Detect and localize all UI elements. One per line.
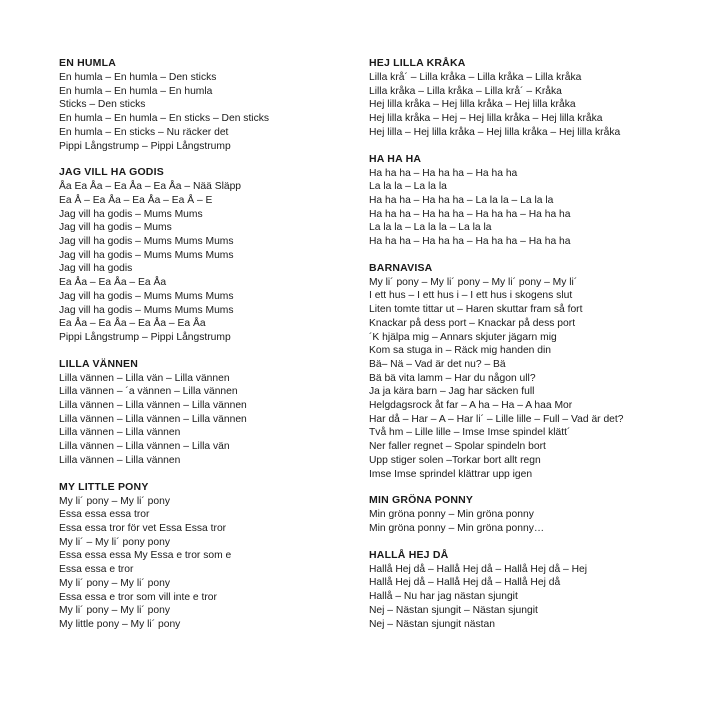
song-title: LILLA VÄNNEN — [59, 357, 139, 370]
lyric-line: Hallå Hej då – Hallå Hej då – Hallå Hej då — [369, 577, 561, 589]
lyric-line: Hej lilla – Hej lilla kråka – Hej lilla kråka – Hej lilla kråka — [369, 126, 621, 138]
lyric-line: Ea Åa – Ea Åa – Ea Åa – Ea Åa — [59, 318, 206, 330]
lyric-line: Essa essa essa tror — [59, 509, 150, 521]
lyric-line: Jag vill ha godis – Mums Mums Mums — [59, 249, 234, 261]
lyric-line: Ha ha ha – Ha ha ha – Ha ha ha – Ha ha ha — [369, 208, 571, 220]
right-column — [369, 57, 679, 644]
lyric-line: My li´ pony – My li´ pony — [59, 605, 171, 617]
song-block — [59, 358, 349, 468]
lyric-line: Lilla vännen – Lilla vännen — [59, 454, 181, 466]
lyric-line: My li´ pony – My li´ pony – My li´ pony – My li´ — [369, 276, 578, 288]
lyric-line: Knackar på dess port – Knackar på dess port — [369, 317, 576, 329]
song-title: HEJ LILLA KRÅKA — [369, 57, 466, 69]
lyric-line: Två hm – Lille lille – Imse Imse spindel klätt´ — [369, 427, 571, 439]
lyric-line: Lilla kråka – Lilla kråka – Lilla krå´ – Kråka — [369, 85, 562, 97]
song-block — [59, 57, 349, 153]
lyric-line: Hallå Hej då – Hallå Hej då – Hallå Hej då – Hej — [369, 563, 588, 575]
lyric-line: Ha ha ha – Ha ha ha – Ha ha ha – Ha ha ha — [369, 236, 571, 248]
lyric-line: La la la – La la la — [369, 181, 447, 193]
lyric-line: Hej lilla kråka – Hej lilla kråka – Hej lilla kråka — [369, 99, 576, 111]
lyric-line: Bä– Nä – Vad är det nu? – Bä — [369, 358, 506, 370]
lyric-line: Sticks – Den sticks — [59, 99, 146, 111]
lyric-line: Hej lilla kråka – Hej – Hej lilla kråka – Hej lilla kråka — [369, 113, 603, 125]
lyric-line: Lilla vännen – ´a vännen – Lilla vännen — [59, 386, 238, 398]
song-title: MY LITTLE PONY — [59, 480, 149, 493]
lyric-line: Min gröna ponny – Min gröna ponny… — [369, 522, 545, 534]
lyric-line: En humla – En humla – Den sticks — [59, 72, 217, 83]
lyric-line: Ha ha ha – Ha ha ha – Ha ha ha — [369, 167, 518, 179]
lyric-line: Lilla vännen – Lilla vän – Lilla vännen — [59, 372, 230, 384]
lyric-line: Liten tomte tittar ut – Haren skuttar fram så fort — [369, 304, 583, 316]
lyric-line: Kom sa stuga in – Räck mig handen din — [369, 345, 552, 357]
lyric-line: Lilla vännen – Lilla vännen – Lilla vännen — [59, 413, 247, 425]
lyric-line: Pippi Långstrump – Pippi Långstrump — [59, 140, 231, 152]
lyric-line: Nej – Nästan sjungit nästan — [369, 618, 495, 630]
song-title: JAG VILL HA GODIS — [59, 166, 164, 179]
lyric-line: My little pony – My li´ pony — [59, 618, 181, 630]
lyric-line: Essa essa e tror — [59, 564, 134, 576]
lyric-line: Ea Åa – Ea Åa – Ea Åa — [59, 277, 167, 289]
lyric-line: Jag vill ha godis – Mums Mums Mums — [59, 304, 234, 316]
lyric-line: Ea Å – Ea Åa – Ea Åa – Ea Å – E — [59, 194, 213, 206]
lyric-line: En humla – En sticks – Nu räcker det — [59, 126, 229, 138]
lyric-line: Lilla vännen – Lilla vännen – Lilla vän — [59, 441, 230, 453]
lyric-line: La la la – La la la – La la la — [369, 222, 492, 234]
song-block — [59, 481, 349, 632]
song-title: HALLÅ HEJ DÅ — [369, 548, 449, 561]
lyric-line: Lilla vännen – Lilla vännen — [59, 427, 181, 439]
lyric-line: Helgdagsrock åt far – A ha – Ha – A haa Mor — [369, 400, 573, 412]
lyric-line: Upp stiger solen –Torkar bort allt regn — [369, 454, 541, 466]
lyric-line: Lilla krå´ – Lilla kråka – Lilla kråka – Lilla kråka — [369, 72, 582, 83]
lyric-line: Jag vill ha godis — [59, 263, 133, 275]
lyric-line: ´K hjälpa mig – Annars skjuter jägarn mig — [369, 331, 557, 343]
lyric-line: Ja ja kära barn – Jag har säcken full — [369, 386, 535, 398]
lyric-line: Jag vill ha godis – Mums Mums Mums — [59, 290, 234, 302]
left-column — [59, 57, 349, 645]
lyric-line: En humla – En humla – En humla — [59, 85, 213, 97]
song-block — [369, 262, 679, 482]
song-title: BARNAVISA — [369, 261, 433, 274]
song-block — [59, 166, 349, 344]
song-title: HA HA HA — [369, 152, 422, 165]
lyric-line: My li´ – My li´ pony pony — [59, 536, 171, 548]
lyric-line: Har då – Har – A – Har li´ – Lille lille – Full – Vad är det? — [369, 413, 624, 425]
lyric-line: Ha ha ha – Ha ha ha – La la la – La la la — [369, 194, 554, 206]
song-title: MIN GRÖNA PONNY — [369, 494, 474, 507]
lyric-line: Åa Ea Åa – Ea Åa – Ea Åa – Nää Släpp — [59, 181, 242, 193]
song-block — [369, 549, 679, 632]
lyric-line: Ner faller regnet – Spolar spindeln bort — [369, 441, 546, 453]
lyric-line: Imse Imse sprindel klättrar upp igen — [369, 468, 533, 480]
lyric-line: Jag vill ha godis – Mums — [59, 222, 172, 234]
lyric-line: Min gröna ponny – Min gröna ponny — [369, 509, 534, 521]
lyric-line: Bä bä vita lamm – Har du någon ull? — [369, 372, 536, 384]
lyric-line: En humla – En humla – En sticks – Den sticks — [59, 113, 270, 125]
lyric-line: Essa essa e tror som vill inte e tror — [59, 591, 217, 603]
song-block — [369, 57, 679, 140]
lyric-line: Essa essa tror för vet Essa Essa tror — [59, 522, 227, 534]
lyric-line: My li´ pony – My li´ pony — [59, 495, 171, 507]
lyric-line: Pippi Långstrump – Pippi Långstrump — [59, 331, 231, 343]
lyric-line: Lilla vännen – Lilla vännen – Lilla vännen — [59, 400, 247, 412]
song-block — [369, 153, 679, 249]
lyric-line: My li´ pony – My li´ pony — [59, 577, 171, 589]
song-title: EN HUMLA — [59, 57, 117, 69]
lyric-line: Hallå – Nu har jag nästan sjungit — [369, 591, 518, 603]
lyric-line: I ett hus – I ett hus i – I ett hus i skogens slut — [369, 290, 573, 302]
lyric-line: Jag vill ha godis – Mums Mums Mums — [59, 236, 234, 248]
lyric-line: Jag vill ha godis – Mums Mums — [59, 208, 203, 220]
song-block — [369, 494, 679, 535]
lyric-line: Essa essa essa My Essa e tror som e — [59, 550, 232, 562]
lyric-line: Nej – Nästan sjungit – Nästan sjungit — [369, 604, 538, 616]
